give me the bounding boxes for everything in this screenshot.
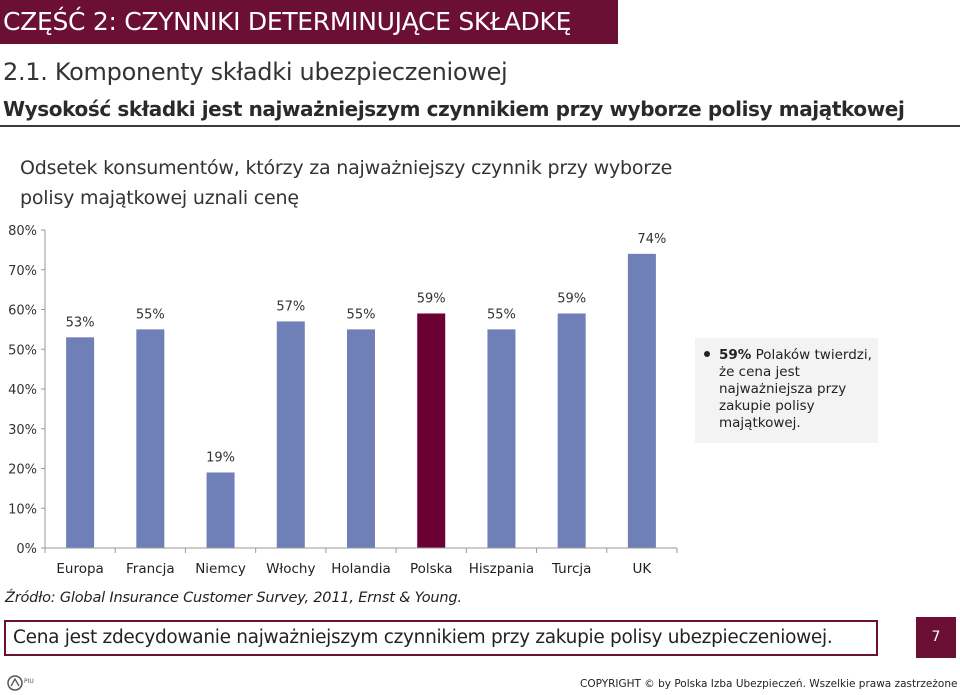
x-category-label: Włochy bbox=[266, 561, 316, 577]
bar-chart bbox=[0, 215, 690, 587]
bar-europa bbox=[66, 337, 94, 548]
section-title: 2.1. Komponenty składki ubezpieczeniowej bbox=[3, 58, 508, 86]
bar-polska bbox=[417, 313, 445, 548]
callout-body: Polaków twierdzi, że cena jest najważniejsza przy zakupie polisy majątkowej. bbox=[719, 347, 872, 431]
logo-text: PIU bbox=[24, 678, 34, 685]
data-label: 59% bbox=[557, 291, 587, 307]
x-category-label: Holandia bbox=[331, 561, 391, 577]
callout-highlight-value: 59% bbox=[719, 347, 752, 363]
x-category-label: Francja bbox=[126, 561, 175, 577]
chart-subtitle: Odsetek konsumentów, którzy za najważniejszy czynnik przy wyborze polisy majątkowej uznali cenę bbox=[20, 157, 673, 209]
slide-headline: Wysokość składki jest najważniejszym czynnikiem przy wyborze polisy majątkowej bbox=[3, 97, 905, 121]
x-category-label: UK bbox=[632, 561, 652, 577]
x-category-label: Polska bbox=[409, 561, 453, 577]
y-tick-label: 30% bbox=[8, 422, 37, 438]
x-axis bbox=[45, 548, 677, 577]
y-tick-label: 40% bbox=[8, 383, 37, 398]
callout-text bbox=[719, 347, 872, 432]
data-label: 55% bbox=[135, 307, 165, 323]
x-category-label: Hiszpania bbox=[468, 561, 535, 577]
data-label: 53% bbox=[65, 315, 95, 331]
y-tick-label: 20% bbox=[8, 462, 37, 478]
x-category-label: Niemcy bbox=[195, 561, 246, 577]
bar-uk bbox=[628, 254, 656, 548]
piu-logo bbox=[6, 674, 42, 692]
page-number: 7 bbox=[916, 617, 956, 658]
data-label: 57% bbox=[276, 299, 306, 315]
y-tick-label: 10% bbox=[8, 502, 37, 518]
bar-holandia bbox=[347, 329, 375, 548]
headline-divider bbox=[0, 125, 960, 127]
data-label: 55% bbox=[346, 307, 376, 323]
x-category-label: Turcja bbox=[551, 561, 592, 577]
data-label: 59% bbox=[416, 291, 446, 307]
bar-turcja bbox=[558, 313, 586, 548]
x-category-label: Europa bbox=[56, 561, 104, 577]
data-label: 55% bbox=[486, 307, 516, 323]
data-label: 19% bbox=[206, 450, 236, 466]
y-tick-label: 50% bbox=[8, 343, 37, 359]
y-axis bbox=[8, 224, 45, 557]
bar-hiszpania bbox=[487, 329, 515, 548]
bar-francja bbox=[136, 329, 164, 548]
data-label: 74% bbox=[637, 231, 667, 247]
bar-niemcy bbox=[207, 472, 235, 548]
copyright-notice: COPYRIGHT © by Polska Izba Ubezpieczeń. Wszelkie prawa zastrzeżone bbox=[580, 678, 958, 690]
y-tick-label: 0% bbox=[16, 542, 37, 557]
source-note: Źródło: Global Insurance Customer Survey, 2011, Ernst & Young. bbox=[5, 590, 462, 606]
bar-w-ochy bbox=[277, 321, 305, 548]
bullet-icon bbox=[704, 351, 710, 357]
y-tick-label: 80% bbox=[8, 224, 37, 239]
insight-callout bbox=[695, 338, 878, 443]
y-tick-label: 60% bbox=[8, 303, 37, 319]
y-tick-label: 70% bbox=[8, 263, 37, 279]
part-title-banner: CZĘŚĆ 2: CZYNNIKI DETERMINUJĄCE SKŁADKĘ bbox=[0, 0, 618, 44]
conclusion-box: Cena jest zdecydowanie najważniejszym czynnikiem przy zakupie polisy ubezpieczeniowej. bbox=[4, 620, 878, 656]
